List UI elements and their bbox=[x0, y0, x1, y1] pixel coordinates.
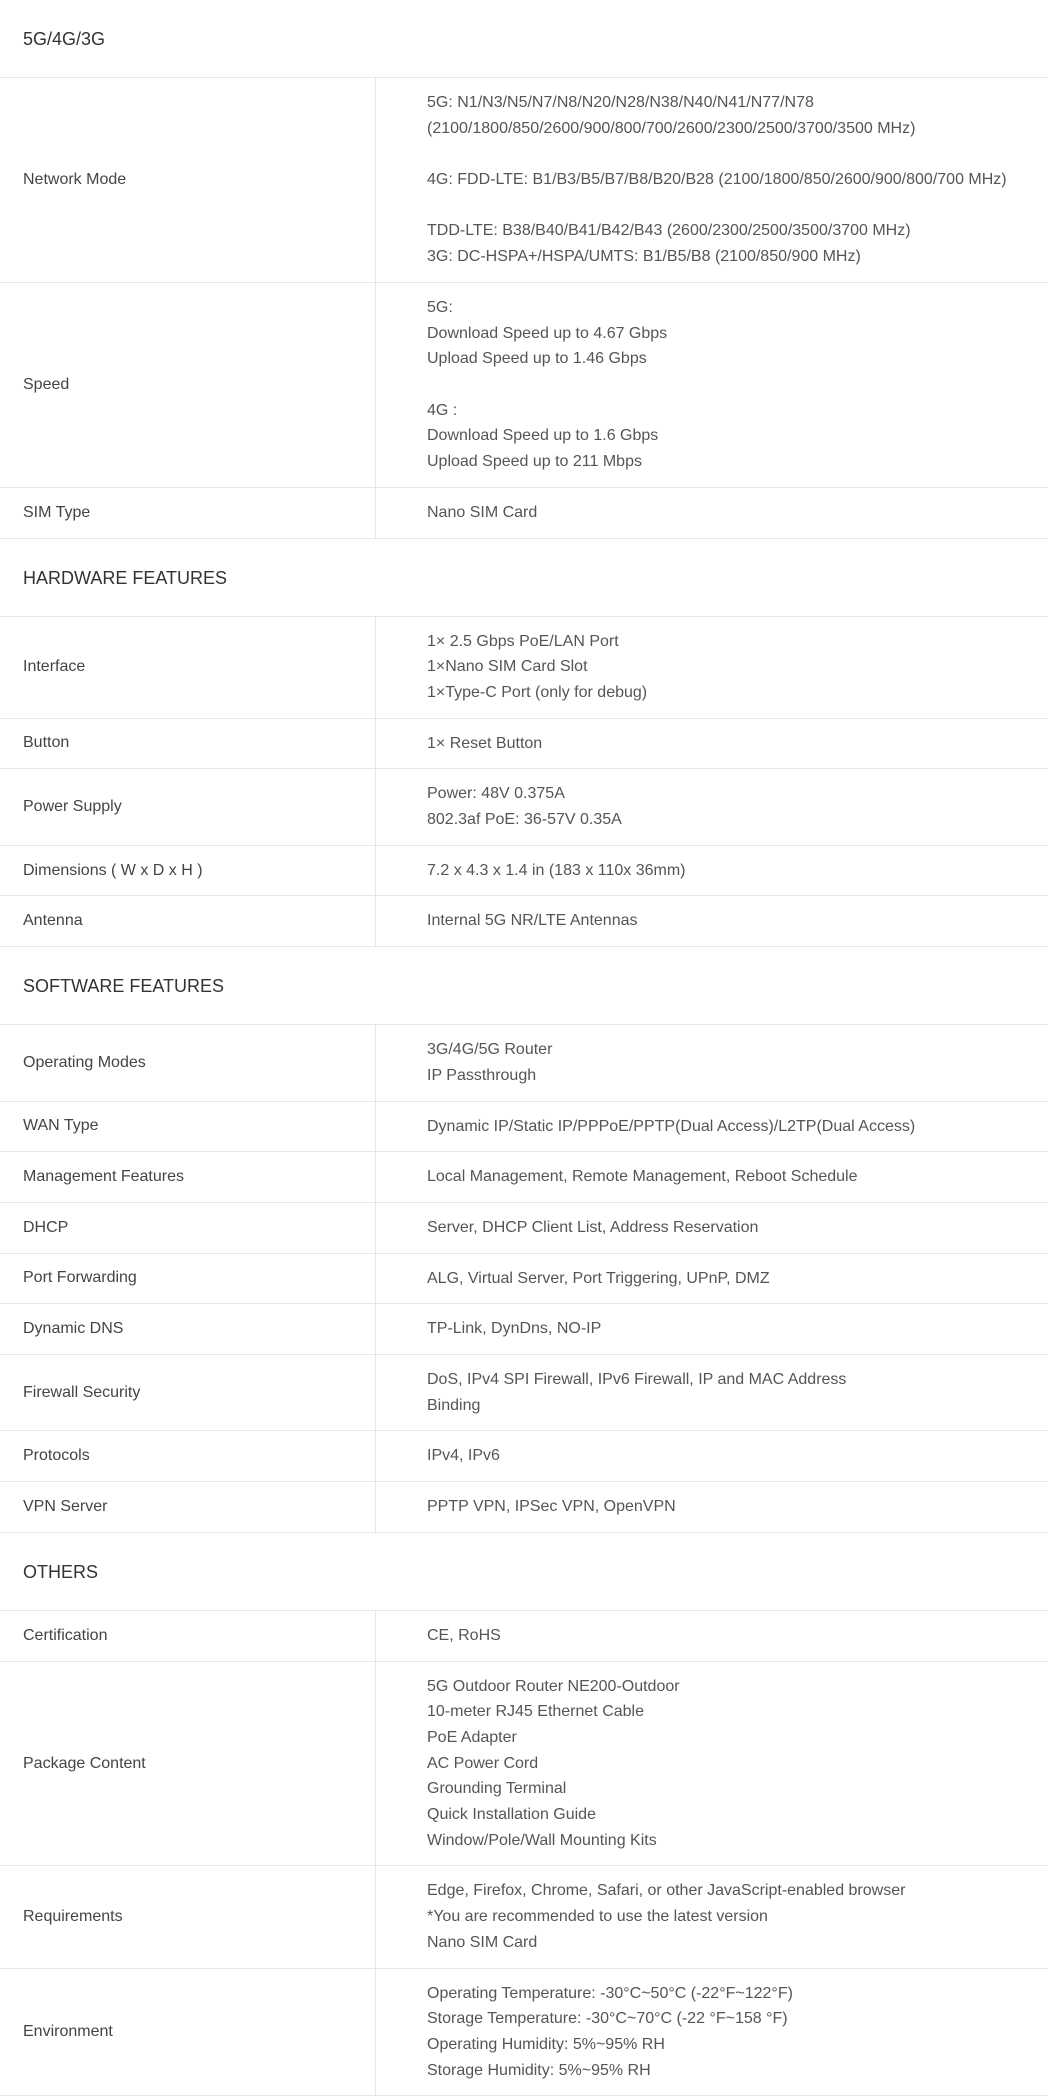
spec-value-line: CE, RoHS bbox=[427, 1626, 501, 1644]
spec-value bbox=[376, 1611, 1048, 1661]
spec-value-line: 1× 2.5 Gbps PoE/LAN Port bbox=[427, 632, 619, 650]
spec-label: Firewall Security bbox=[0, 1355, 376, 1430]
spec-value-line: ALG, Virtual Server, Port Triggering, UPnP, DMZ bbox=[427, 1269, 770, 1287]
spec-value-line: *You are recommended to use the latest version bbox=[427, 1908, 768, 1926]
spec-value-line: 1×Type-C Port (only for debug) bbox=[427, 683, 648, 701]
spec-value bbox=[376, 1969, 1048, 2096]
spec-section bbox=[0, 539, 1048, 948]
spec-row bbox=[0, 769, 1048, 845]
spec-value-line: 4G : bbox=[427, 401, 458, 419]
spec-label: WAN Type bbox=[0, 1102, 376, 1152]
spec-value bbox=[376, 1431, 1048, 1481]
spec-value-line: Operating Temperature: -30°C~50°C (-22°F~122°F) bbox=[427, 1984, 793, 2002]
spec-value-line: Quick Installation Guide bbox=[427, 1806, 596, 1824]
spec-value-line: 10-meter RJ45 Ethernet Cable bbox=[427, 1703, 644, 1721]
spec-value bbox=[376, 1866, 1048, 1967]
spec-row bbox=[0, 846, 1048, 897]
spec-row bbox=[0, 488, 1048, 539]
spec-value-line: Operating Humidity: 5%~95% RH bbox=[427, 2036, 665, 2053]
spec-value-line: DoS, IPv4 SPI Firewall, IPv6 Firewall, IP and MAC Address bbox=[427, 1371, 847, 1389]
spec-value-line: Grounding Terminal bbox=[427, 1780, 567, 1798]
spec-value-line: PoE Adapter bbox=[427, 1728, 517, 1746]
spec-section bbox=[0, 947, 1048, 1533]
spec-row bbox=[0, 1662, 1048, 1867]
spec-section bbox=[0, 0, 1048, 539]
spec-value-line: Upload Speed up to 211 Mbps bbox=[427, 453, 642, 471]
spec-label: Package Content bbox=[0, 1662, 376, 1866]
spec-value-line: Local Management, Remote Management, Reboot Schedule bbox=[427, 1168, 858, 1186]
spec-label: Management Features bbox=[0, 1152, 376, 1202]
spec-label: Dimensions ( W x D x H ) bbox=[0, 846, 376, 896]
spec-label: Dynamic DNS bbox=[0, 1304, 376, 1354]
spec-value-line: Download Speed up to 4.67 Gbps bbox=[427, 324, 668, 342]
spec-value bbox=[376, 719, 1048, 769]
spec-label: Operating Modes bbox=[0, 1025, 376, 1100]
spec-value bbox=[376, 1662, 1048, 1866]
spec-row bbox=[0, 1611, 1048, 1662]
spec-row bbox=[0, 1431, 1048, 1482]
spec-value-line: 4G: FDD-LTE: B1/B3/B5/B7/B8/B20/B28 (2100/1800/850/2600/900/800/700 MHz) bbox=[427, 171, 1007, 189]
spec-value-line: (2100/1800/850/2600/900/800/700/2600/2300/2500/3700/3500 MHz) bbox=[427, 119, 916, 137]
spec-label: Protocols bbox=[0, 1431, 376, 1481]
spec-value-line bbox=[427, 372, 1048, 398]
spec-row bbox=[0, 283, 1048, 488]
spec-label: Certification bbox=[0, 1611, 376, 1661]
spec-value bbox=[376, 769, 1048, 844]
spec-label: DHCP bbox=[0, 1203, 376, 1253]
spec-label: Button bbox=[0, 719, 376, 769]
spec-value-line: 3G: DC-HSPA+/HSPA/UMTS: B1/B5/B8 (2100/850/900 MHz) bbox=[427, 248, 861, 266]
spec-value-line: 802.3af PoE: 36-57V 0.35A bbox=[427, 811, 622, 829]
spec-value-line: TP-Link, DynDns, NO-IP bbox=[427, 1320, 602, 1338]
spec-row bbox=[0, 1969, 1048, 2096]
spec-value-line: 3G/4G/5G Router bbox=[427, 1041, 553, 1059]
section-heading: SOFTWARE FEATURES bbox=[0, 947, 1048, 1025]
spec-row bbox=[0, 1866, 1048, 1968]
spec-label: Speed bbox=[0, 283, 376, 487]
spec-row bbox=[0, 1152, 1048, 1203]
spec-row bbox=[0, 1355, 1048, 1431]
spec-value bbox=[376, 617, 1048, 718]
spec-value bbox=[376, 1102, 1048, 1152]
spec-value-line: PPTP VPN, IPSec VPN, OpenVPN bbox=[427, 1498, 676, 1516]
spec-value bbox=[376, 896, 1048, 946]
spec-value-line: Internal 5G NR/LTE Antennas bbox=[427, 912, 638, 930]
spec-value-line: Window/Pole/Wall Mounting Kits bbox=[427, 1831, 657, 1849]
spec-value-line: Dynamic IP/Static IP/PPPoE/PPTP(Dual Access)/L2TP(Dual Access) bbox=[427, 1117, 916, 1135]
spec-value bbox=[376, 1025, 1048, 1100]
spec-value-line: Upload Speed up to 1.46 Gbps bbox=[427, 350, 647, 368]
spec-row bbox=[0, 1102, 1048, 1153]
spec-label: Antenna bbox=[0, 896, 376, 946]
spec-value-line: IP Passthrough bbox=[427, 1066, 537, 1084]
spec-value bbox=[376, 1355, 1048, 1430]
spec-row bbox=[0, 1482, 1048, 1533]
spec-value-line: 5G: N1/N3/N5/N7/N8/N20/N28/N38/N40/N41/N77/N78 bbox=[427, 94, 814, 111]
spec-value bbox=[376, 1482, 1048, 1532]
spec-row bbox=[0, 1304, 1048, 1355]
spec-row bbox=[0, 719, 1048, 770]
spec-row bbox=[0, 896, 1048, 947]
spec-value-line: Edge, Firefox, Chrome, Safari, or other JavaScript-enabled browser bbox=[427, 1882, 906, 1900]
section-heading: 5G/4G/3G bbox=[0, 0, 1048, 78]
section-heading: OTHERS bbox=[0, 1533, 1048, 1611]
spec-value-line: Power: 48V 0.375A bbox=[427, 785, 565, 803]
spec-value-line: Server, DHCP Client List, Address Reservation bbox=[427, 1218, 759, 1236]
spec-value-line: 1× Reset Button bbox=[427, 734, 543, 752]
spec-value-line: Storage Temperature: -30°C~70°C (-22 °F~158 °F) bbox=[427, 2010, 788, 2028]
spec-section bbox=[0, 1533, 1048, 2096]
spec-value bbox=[376, 1152, 1048, 1202]
spec-label: VPN Server bbox=[0, 1482, 376, 1532]
spec-value-line: Nano SIM Card bbox=[427, 503, 538, 521]
spec-row bbox=[0, 1254, 1048, 1305]
spec-value bbox=[376, 846, 1048, 896]
spec-value-line: Nano SIM Card bbox=[427, 1933, 538, 1951]
spec-row bbox=[0, 617, 1048, 719]
spec-value-line: IPv4, IPv6 bbox=[427, 1447, 500, 1465]
section-heading: HARDWARE FEATURES bbox=[0, 539, 1048, 617]
spec-value bbox=[376, 78, 1048, 282]
spec-value-line: 5G Outdoor Router NE200-Outdoor bbox=[427, 1677, 680, 1695]
spec-value-line: TDD-LTE: B38/B40/B41/B42/B43 (2600/2300/2500/3500/3700 MHz) bbox=[427, 222, 911, 240]
spec-value-line: 1×Nano SIM Card Slot bbox=[427, 658, 588, 676]
spec-value-line: AC Power Cord bbox=[427, 1754, 539, 1772]
spec-row bbox=[0, 1203, 1048, 1254]
spec-label: Port Forwarding bbox=[0, 1254, 376, 1304]
spec-value bbox=[376, 283, 1048, 487]
spec-value bbox=[376, 1254, 1048, 1304]
spec-value-line: Binding bbox=[427, 1396, 481, 1414]
spec-value-line bbox=[427, 193, 1048, 219]
spec-value-line bbox=[427, 141, 1048, 167]
spec-label: Power Supply bbox=[0, 769, 376, 844]
spec-value bbox=[376, 1304, 1048, 1354]
spec-label: Requirements bbox=[0, 1866, 376, 1967]
spec-label: Interface bbox=[0, 617, 376, 718]
spec-row bbox=[0, 1025, 1048, 1101]
spec-label: SIM Type bbox=[0, 488, 376, 538]
spec-value-line: Download Speed up to 1.6 Gbps bbox=[427, 427, 659, 445]
spec-value-line: 5G: bbox=[427, 298, 453, 316]
spec-value-line: 7.2 x 4.3 x 1.4 in (183 x 110x 36mm) bbox=[427, 861, 686, 879]
spec-label: Environment bbox=[0, 1969, 376, 2096]
spec-value bbox=[376, 1203, 1048, 1253]
spec-row bbox=[0, 78, 1048, 283]
spec-value-line: Storage Humidity: 5%~95% RH bbox=[427, 2061, 651, 2079]
spec-value bbox=[376, 488, 1048, 538]
spec-label: Network Mode bbox=[0, 78, 376, 282]
